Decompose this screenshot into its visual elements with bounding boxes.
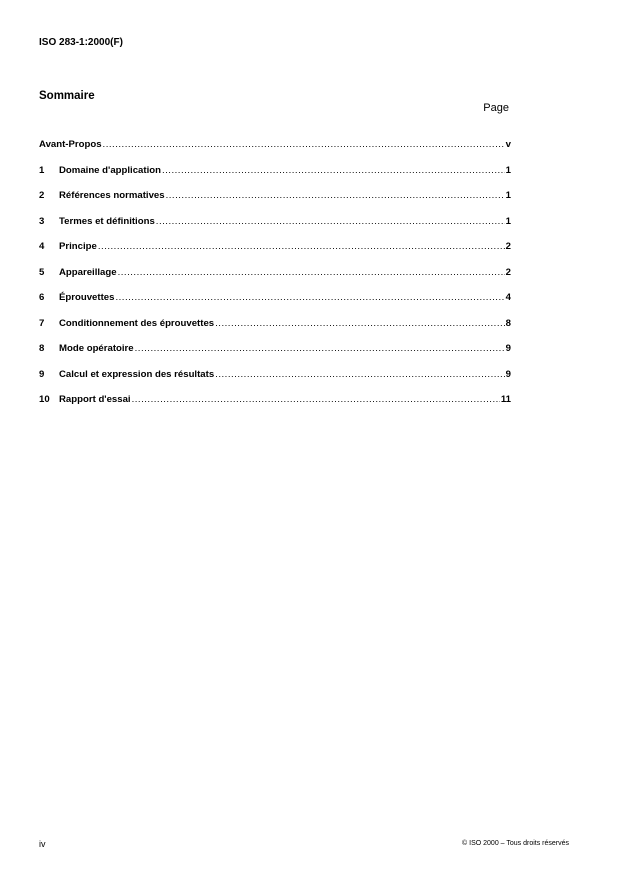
toc-entry-page: 1 [505,164,511,176]
toc-entry-page: 1 [505,215,511,227]
toc-entry-number: 9 [39,368,45,380]
toc-entry-label: Domaine d'application [59,164,161,176]
document-id: ISO 283-1:2000(F) [39,37,123,48]
toc-entry[interactable] [39,165,511,191]
toc-entry-label: Éprouvettes [59,292,115,303]
toc-leader-dots [156,216,505,227]
toc-entry-label: Références normatives [59,190,165,201]
toc-leader-dots [98,241,505,252]
toc-entry-label: Appareillage [59,266,117,278]
toc-entry-page: 11 [500,394,511,405]
contents-title: Sommaire [39,90,95,102]
toc-entry-number: 7 [39,317,45,329]
toc-entry-page: 9 [505,368,511,380]
toc-entry-page: v [505,139,511,150]
toc-entry[interactable] [39,318,511,344]
toc-entry-label: Calcul et expression des résultats [59,368,215,380]
toc-entry-number: 1 [39,164,45,176]
footer-copyright: © ISO 2000 – Tous droits réservés [462,840,569,847]
toc-leader-dots [132,394,500,405]
toc-leader-dots [215,318,505,329]
toc-entry[interactable] [39,216,511,242]
toc-entry-page: 9 [505,343,511,354]
toc-entry-number: 8 [39,343,45,354]
toc-entry-number: 3 [39,215,45,227]
toc-entry[interactable] [39,292,511,318]
toc-entry[interactable] [39,267,511,293]
toc-entry-label: Conditionnement des éprouvettes [59,317,215,329]
toc-entry-page: 4 [505,292,511,303]
toc-leader-dots [135,343,505,354]
toc-entry-page: 1 [505,190,511,201]
toc-entry[interactable] [39,190,511,216]
toc-entry-number: 2 [39,190,45,201]
toc-entry-number: 10 [39,394,50,405]
toc-entry-number: 6 [39,292,45,303]
toc-entry-label: Rapport d'essai [59,394,131,405]
toc-leader-dots [103,139,505,150]
toc-leader-dots [215,369,504,380]
toc-entry-page: 2 [505,266,511,278]
toc-entry-label: Mode opératoire [59,343,134,354]
toc-entry[interactable] [39,394,511,420]
footer-page-number: iv [39,839,46,849]
toc-entry-number: 5 [39,266,45,278]
toc-entry-label: Avant-Propos [39,139,102,150]
toc-entry[interactable] [39,343,511,369]
toc-leader-dots [115,292,504,303]
toc-entry[interactable] [39,369,511,395]
toc-entry[interactable] [39,241,511,267]
toc-entry[interactable] [39,139,511,165]
toc-leader-dots [118,267,505,278]
toc-leader-dots [162,165,505,176]
toc-leader-dots [166,190,505,201]
toc-entry-label: Termes et définitions [59,215,155,227]
table-of-contents [39,139,511,420]
toc-entry-label: Principe [59,241,97,252]
toc-entry-number: 4 [39,241,45,252]
toc-entry-page: 2 [505,241,511,252]
page-column-heading: Page [483,102,509,114]
toc-entry-page: 8 [505,317,511,329]
